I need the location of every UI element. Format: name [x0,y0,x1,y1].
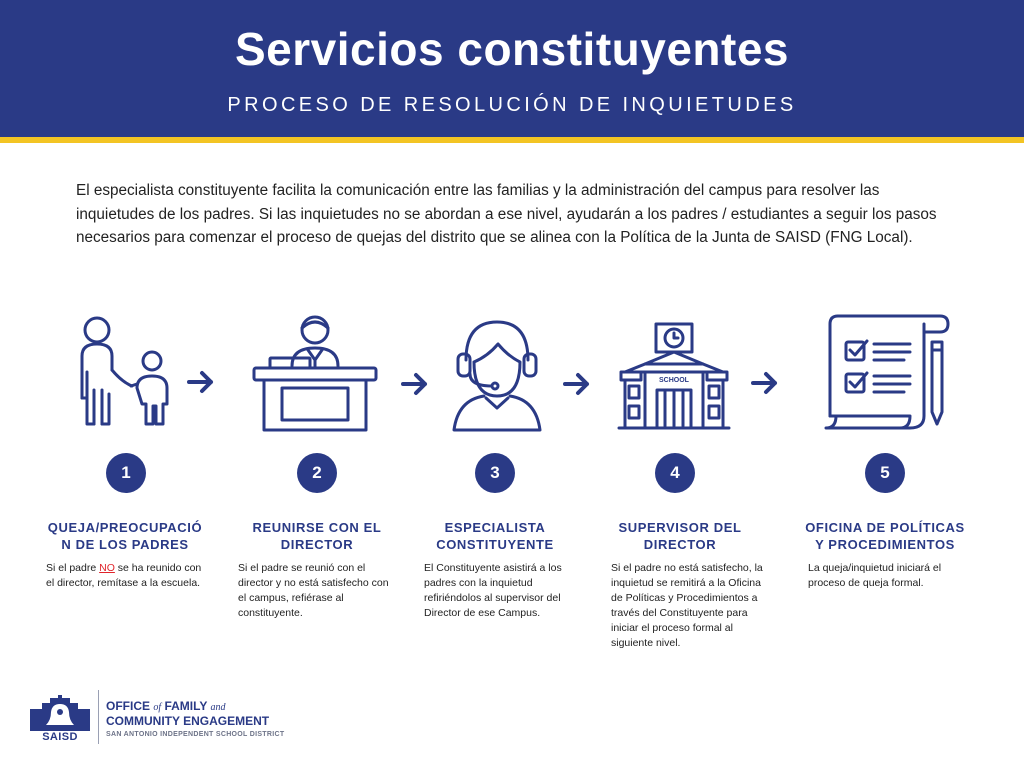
saisd-logo-label: SAISD [42,731,78,743]
svg-text:SCHOOL: SCHOOL [659,377,689,384]
saisd-seal-logo [28,695,92,731]
step-title-4: SUPERVISOR DEL DIRECTOR [618,520,742,552]
school-building-icon [617,320,731,432]
arrow-right-icon [750,371,780,395]
step-description-5: La queja/inquietud iniciará el proceso de queja formal. [808,562,942,589]
step-number-2: 2 [297,453,337,493]
step-number-5: 5 [865,453,905,493]
page-title: Servicios constituyentes [235,23,789,75]
principal-at-desk-icon [248,314,382,432]
step-number-1: 1 [106,453,146,493]
arrow-right-icon [400,372,430,396]
step-title-3: ESPECIALISTA CONSTITUYENTE [436,520,554,552]
step-description-3: El Constituyente asistirá a los padres con la inquietud refiriéndolos al supervisor del Director de ese Campus. [424,562,562,619]
step-number-4: 4 [655,453,695,493]
step-description-1: Si el padre NO se ha reunido con el director, remítase a la escuela. [46,562,202,589]
header-gold-rule [0,137,1024,143]
step-description-2: Si el padre se reunió con el director y no está satisfecho con el campus, refiérase al constituyente. [238,562,389,619]
page-subtitle: PROCESO DE RESOLUCIÓN DE INQUIETUDES [227,94,797,116]
step-title-2: REUNIRSE CON EL DIRECTOR [252,520,382,552]
step-number-3: 3 [475,453,515,493]
footer-divider [98,690,99,744]
parent-child-icon [70,312,180,428]
office-name-line1: OFFICE of FAMILY and [106,699,226,713]
step-title-5: OFICINA DE POLÍTICAS Y PROCEDIMIENTOS [805,520,965,552]
step-title-1: QUEJA/PREOCUPACIÓ N DE LOS PADRES [47,520,203,552]
no-emphasis: NO [99,562,115,574]
arrow-right-icon [562,372,592,396]
headset-agent-icon [448,316,546,432]
step-description-4: Si el padre no está satisfecho, la inquietud se remitirá a la Oficina de Políticas y Procedimientos a través del Constituyente para iniciar el proceso formal al siguiente nivel. [611,562,763,649]
arrow-right-icon [186,370,216,394]
checklist-scroll-icon [820,312,952,432]
office-name-line2: COMMUNITY ENGAGEMENT [106,714,270,728]
district-name: SAN ANTONIO INDEPENDENT SCHOOL DISTRICT [106,731,285,738]
intro-paragraph: El especialista constituyente facilita la comunicación entre las familias y la administración del campus para resolver las inquietudes de los padres. Si las inquietudes no se abordan a ese nivel, ayudarán a los padres / estudiantes a seguir los pasos necesarios para comenzar el proceso de quejas del distrito que se alinea con la Política de la Junta de SAISD (FNG Local). [76,182,937,246]
